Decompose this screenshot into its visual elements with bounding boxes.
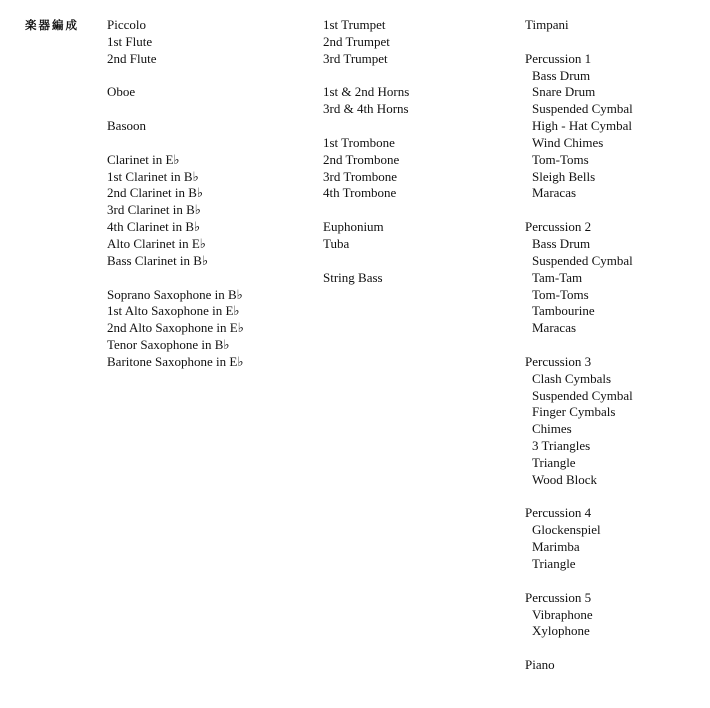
spacer-line [525,640,633,657]
instrument-line: Triangle [532,454,576,470]
spacer-line [525,573,633,590]
percussion-column [525,17,633,674]
instrument-line: Timpani [525,17,569,32]
spacer-line [107,101,244,118]
instrument-line: Tam-Tam [532,269,583,285]
spacer-line [107,270,244,287]
instrument-line: Tom-Toms [532,286,589,302]
brass-column [323,17,409,287]
instrument-line: Suspended Cymbal [532,387,633,403]
instrument-line: 3rd Clarinet in B♭ [107,202,201,218]
instrument-line: Maracas [532,320,577,336]
instrument-line: Triangle [532,556,576,571]
instrument-line: Basoon [107,118,146,134]
instrument-line: Chimes [532,421,572,437]
spacer-line [525,489,633,506]
instrument-line: 2nd Clarinet in B♭ [107,185,204,201]
section-heading: Percussion 2 [525,219,592,235]
instrument-line: Sleigh Bells [532,168,596,184]
instrument-line: 1st Flute [107,33,153,49]
instrument-line: Maracas [532,185,577,201]
instrument-line: Marimba [532,539,580,555]
instrument-line: Bass Clarinet in B♭ [107,252,209,268]
instrument-line: Vibraphone [532,606,593,622]
instrument-line: Tenor Saxophone in B♭ [107,337,230,353]
instrument-line: Glockenspiel [532,522,601,538]
instrument-line: 3rd & 4th Horns [323,101,409,117]
instrument-line: Tuba [323,235,350,251]
instrument-line: Wind Chimes [532,134,604,150]
woodwinds-column [107,17,244,371]
instrument-line: Bass Drum [532,235,591,251]
spacer-line [525,202,633,219]
instrument-line: Soprano Saxophone in B♭ [107,286,243,302]
instrument-line: 1st Trombone [323,134,395,150]
instrument-line: Piccolo [107,17,146,32]
spacer-line [323,202,409,219]
instrument-line: 1st Alto Saxophone in E♭ [107,303,240,319]
section-heading: Percussion 5 [525,589,592,605]
instrument-line: Bass Drum [532,67,591,83]
instrument-line: Suspended Cymbal [532,252,633,268]
instrument-line: 3rd Trumpet [323,50,388,66]
spacer-line [107,68,244,85]
instrument-line: Snare Drum [532,84,596,100]
instrument-line: 2nd Trombone [323,151,400,167]
instrument-line: 3rd Trombone [323,168,398,184]
instrument-line: Euphonium [323,219,384,235]
instrument-line: 3 Triangles [532,438,591,454]
instrument-line: 2nd Trumpet [323,33,390,49]
instrument-line: High - Hat Cymbal [532,118,633,134]
instrument-line: Clash Cymbals [532,370,612,386]
instrument-line: Baritone Saxophone in E♭ [107,353,244,369]
spacer-line [323,118,409,135]
instrument-line: 2nd Alto Saxophone in E♭ [107,320,244,336]
page-heading: 楽器編成 [25,18,79,32]
section-heading: Percussion 3 [525,353,592,369]
spacer-line [525,337,633,354]
section-heading: Percussion 4 [525,505,592,521]
spacer-line [107,135,244,152]
instrument-line: 1st Trumpet [323,17,386,32]
instrument-line: 1st Clarinet in B♭ [107,168,199,184]
instrument-line: Piano [525,657,555,673]
instrument-line: Oboe [107,84,136,100]
instrument-line: Tambourine [532,303,595,319]
instrument-line: String Bass [323,269,383,285]
instrument-line: Finger Cymbals [532,404,616,420]
instrument-line: Alto Clarinet in E♭ [107,235,206,251]
section-heading: Percussion 1 [525,50,592,66]
instrument-line: Wood Block [532,471,598,487]
spacer-line [323,253,409,270]
spacer-line [323,68,409,85]
instrument-line: 4th Trombone [323,185,397,201]
instrument-line: 2nd Flute [107,50,157,66]
instrument-line: Xylophone [532,623,590,639]
instrument-line: Suspended Cymbal [532,101,633,117]
instrument-line: 4th Clarinet in B♭ [107,219,201,235]
instrument-line: Clarinet in E♭ [107,151,180,167]
spacer-line [525,34,633,51]
instrument-line: 1st & 2nd Horns [323,84,410,100]
instrument-line: Tom-Toms [532,151,589,167]
